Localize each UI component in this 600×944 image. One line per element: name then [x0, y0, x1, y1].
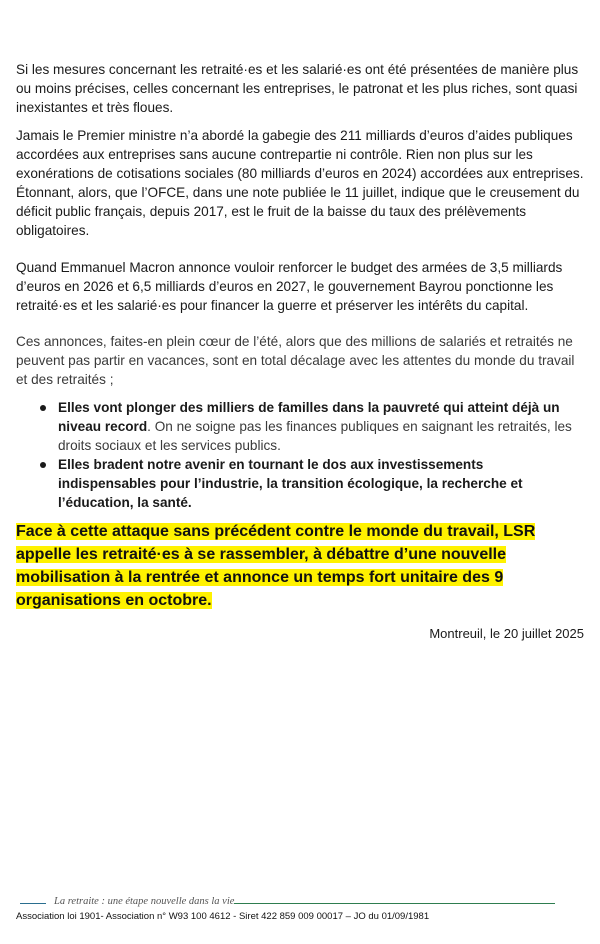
paragraph-budget-armees: Quand Emmanuel Macron annonce vouloir renforcer le budget des armées de 3,5 milliards d’euros en 2026 et 6,5 milliards d’euros en 2027, le gouvernement Bayrou ponctionne les retraité·es et les salarié·es pour financer la guerre et préserver les intérêts du capital. [16, 260, 563, 313]
paragraph-measures: Si les mesures concernant les retraité·es et les salarié·es ont été présentées de manière plus ou moins précises, celles concernant les entreprises, le patronat et les plus riches, sont quasi inexistantes et très floues. [16, 62, 579, 115]
document-body [16, 60, 584, 643]
bullet-strong-text: Elles bradent notre avenir en tournant le dos aux investissements indispensables pour l’industrie, la transition écologique, la recherche et l’éducation, la santé. [58, 457, 523, 510]
paragraph-aides-publiques: Jamais le Premier ministre n’a abordé la gabegie des 211 milliards d’euros d’aides publiques accordées aux entreprises sans aucune contrepartie ni contrôle. Rien non plus sur les exonérations de cotisations sociales (80 milliards d’euros en 2024) accordées aux entreprises. Étonnant, alors, que l’OFCE, dans une note publiée le 11 juillet, indique que le creusement du déficit public français, depuis 2017, est le fruit de la baisse du taux des prélèvements obligatoires. [16, 128, 584, 238]
bullet-icon [40, 405, 46, 411]
dateline: Montreuil, le 20 juillet 2025 [429, 626, 584, 641]
footer-slogan: La retraite : une étape nouvelle dans la vie [54, 896, 235, 907]
footer-rule-right [234, 903, 555, 904]
footer-legal-text: Association loi 1901- Association n° W93 100 4612 - Siret 422 859 009 00017 – JO du 01/09/1981 [16, 911, 430, 922]
bullet-icon [40, 462, 46, 468]
footer-slogan-bar [20, 896, 555, 910]
call-to-action [16, 520, 584, 612]
list-item [40, 398, 584, 455]
footer-rule-left [20, 903, 46, 904]
paragraph-annonces: Ces annonces, faites-en plein cœur de l’été, alors que des millions de salariés et retraités ne peuvent pas partir en vacances, sont en total décalage avec les attentes du monde du travail et des retraités ; [16, 334, 575, 387]
highlighted-callout-text: Face à cette attaque sans précédent contre le monde du travail, LSR appelle les retraité·es à se rassembler, à débattre d’une nouvelle mobilisation à la rentrée et annonce un temps fort unitaire des 9 organisations en octobre. [16, 523, 536, 609]
bullet-strong-text: Elles vont plonger des milliers de familles dans la pauvreté qui atteint déjà un niveau record [58, 400, 560, 434]
bullet-normal-text: . On ne soigne pas les finances publiques en saignant les retraités, les droits sociaux et les services publics. [58, 419, 572, 453]
list-item [40, 455, 584, 512]
bullet-list [16, 398, 584, 512]
